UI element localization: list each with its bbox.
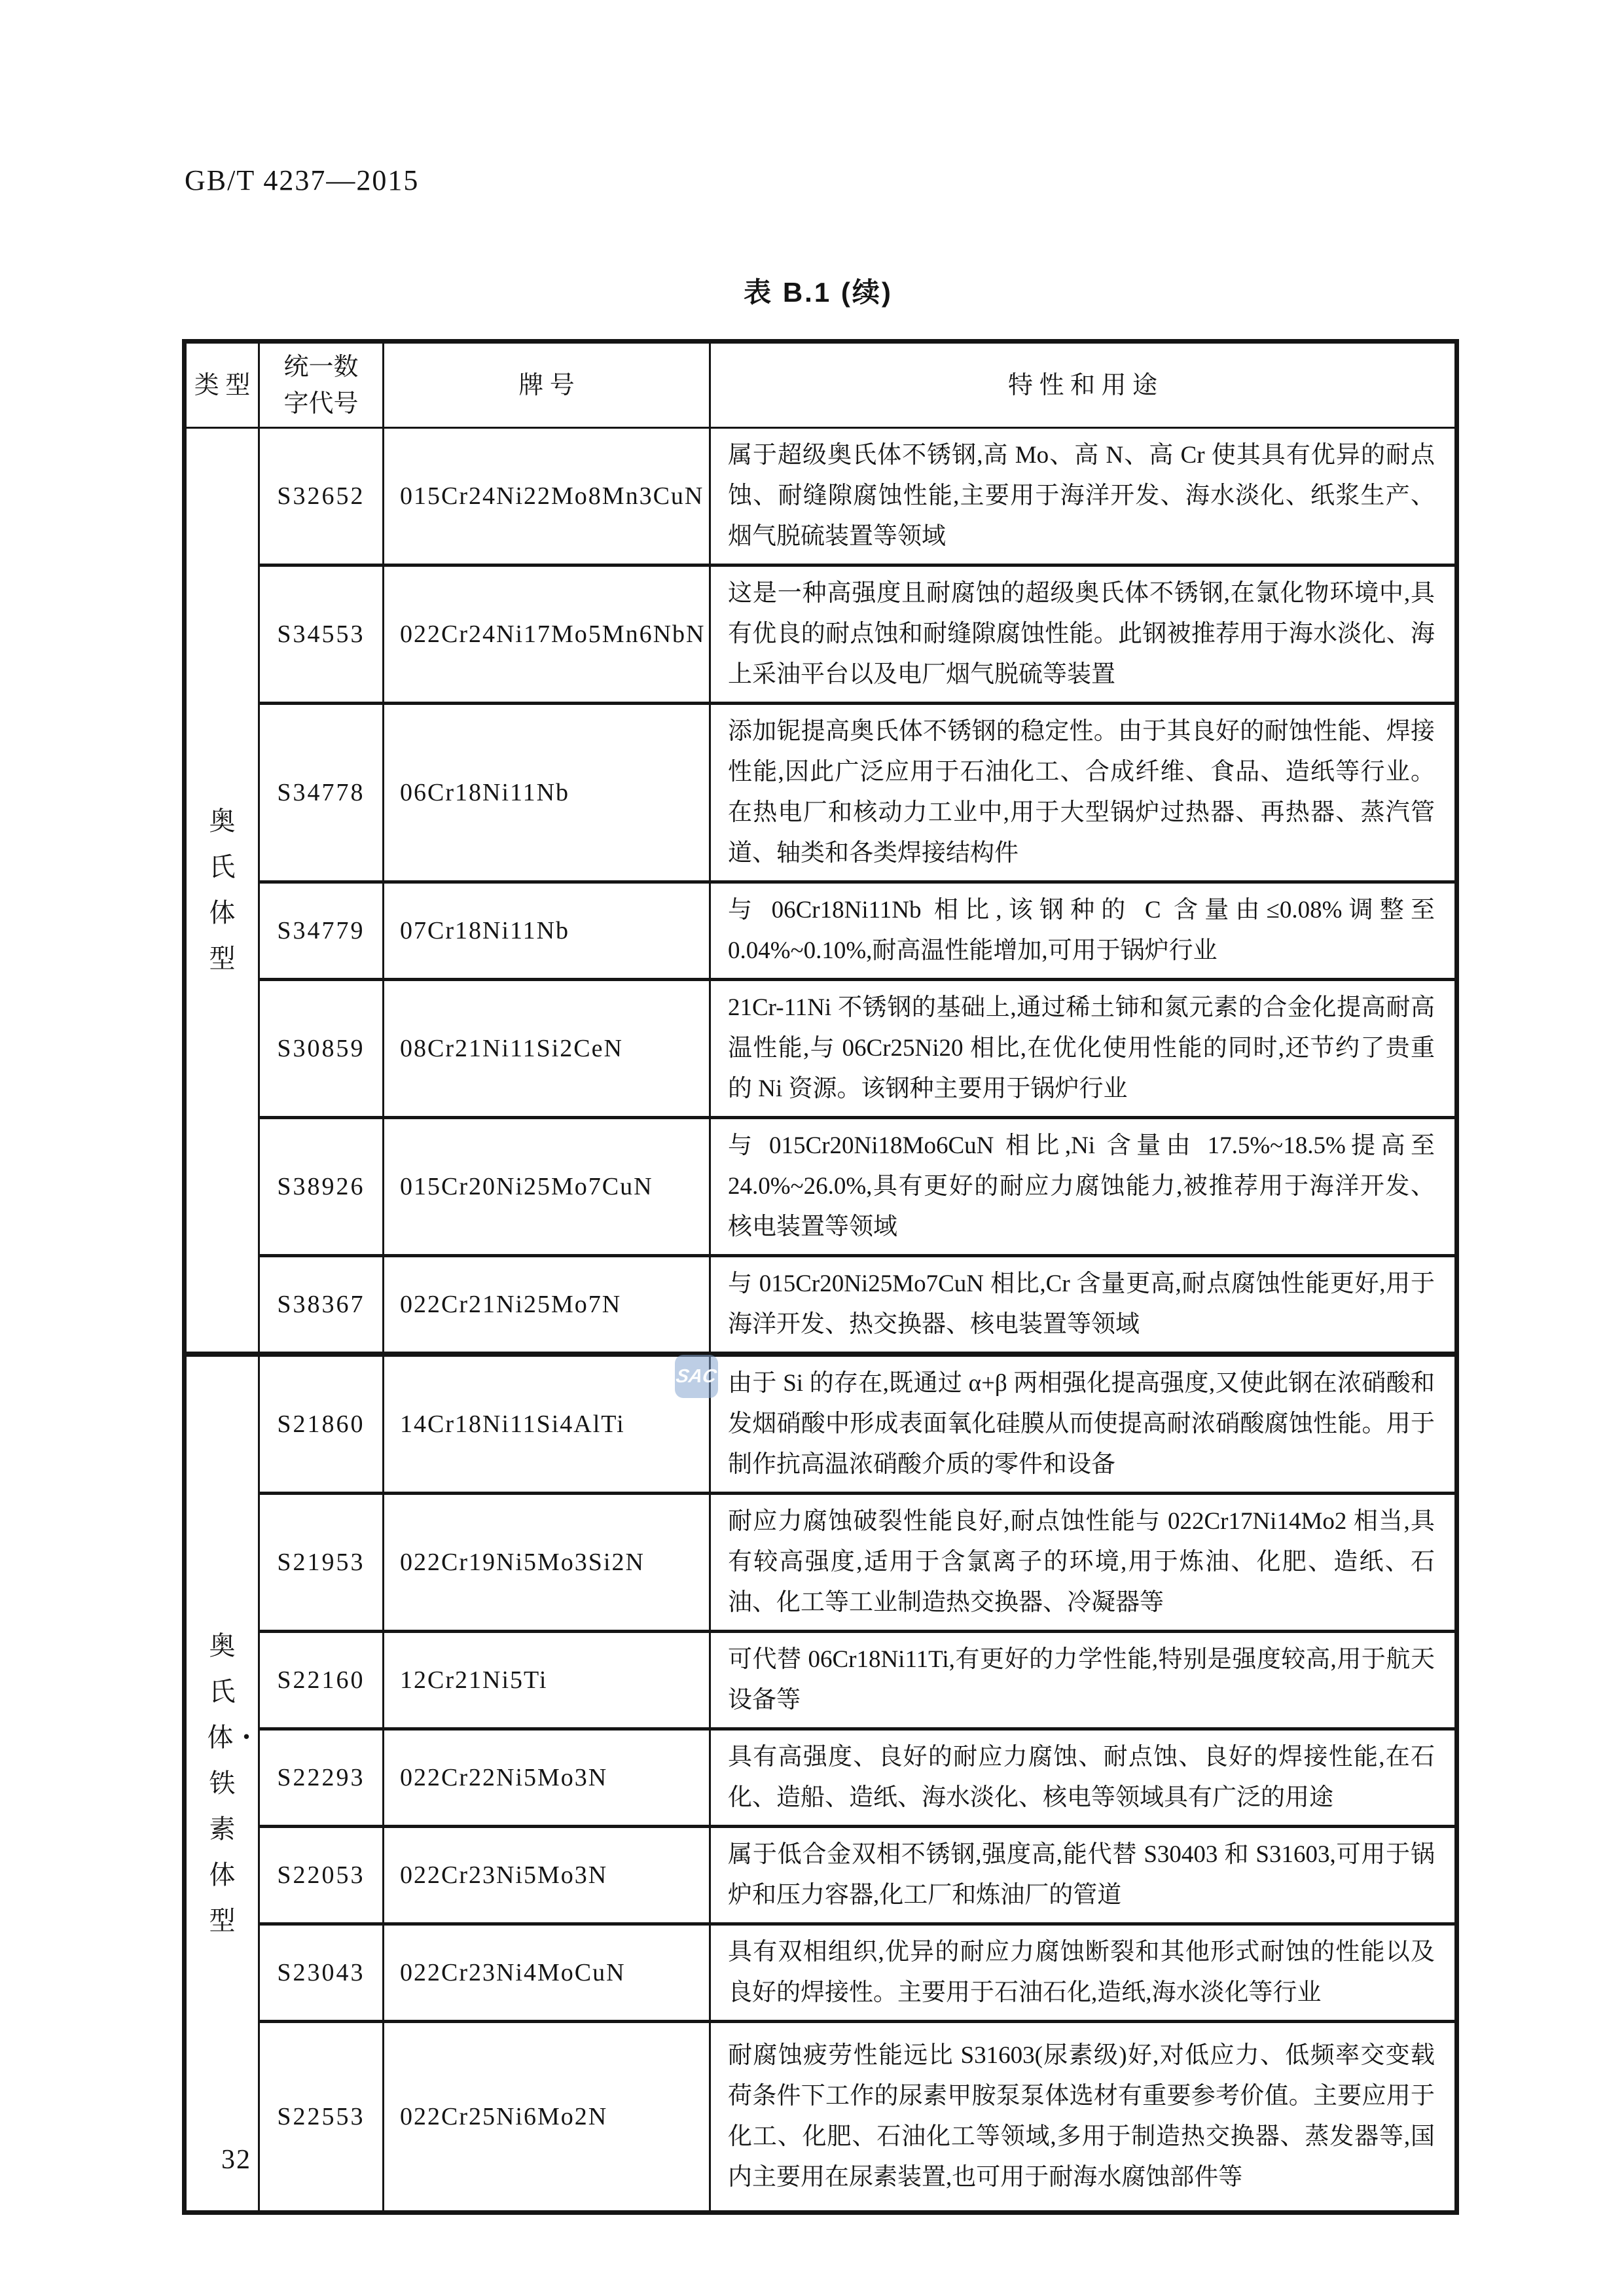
header-unified-code xyxy=(259,342,384,428)
standard-number: GB/T 4237—2015 xyxy=(185,164,420,196)
grade-cell: 022Cr19Ni5Mo3Si2N xyxy=(384,1494,710,1632)
type-cell-austenitic xyxy=(185,428,259,1355)
table-row xyxy=(185,1256,1457,1355)
table-row xyxy=(185,704,1457,882)
grade-cell: 12Cr21Ni5Ti xyxy=(384,1632,710,1729)
properties-cell: 耐应力腐蚀破裂性能良好,耐点蚀性能与 022Cr17Ni14Mo2 相当,具有较高强度,适用于含氯离子的环境,用于炼油、化肥、造纸、石油、化工等工业制造热交换器、冷凝器等 xyxy=(710,1494,1457,1632)
properties-cell: 21Cr-11Ni 不锈钢的基础上,通过稀土铈和氮元素的合金化提高耐高温性能,与 06Cr25Ni20 相比,在优化使用性能的同时,还节约了贵重的 Ni 资源。该钢种主要用于锅炉行业 xyxy=(710,980,1457,1118)
grade-cell: 06Cr18Ni11Nb xyxy=(384,704,710,882)
table-row xyxy=(185,1729,1457,1827)
properties-cell: 具有双相组织,优异的耐应力腐蚀断裂和其他形式耐蚀的性能以及良好的焊接性。主要用于石油石化,造纸,海水淡化等行业 xyxy=(710,1924,1457,2022)
header-unified-code-line2: 字代号 xyxy=(283,389,359,418)
type-label: 奥氏体・铁素体型 xyxy=(207,1631,260,1935)
unified-code-cell: S22053 xyxy=(259,1827,384,1924)
properties-cell: 具有高强度、良好的耐应力腐蚀、耐点蚀、良好的焊接性能,在石化、造船、造纸、海水淡化、核电等领域具有广泛的用途 xyxy=(710,1729,1457,1827)
unified-code-cell: S38367 xyxy=(259,1256,384,1355)
grade-cell: 08Cr21Ni11Si2CeN xyxy=(384,980,710,1118)
table-row xyxy=(185,565,1457,704)
type-cell-austenitic-ferritic xyxy=(185,1354,259,2213)
grade-cell: 022Cr25Ni6Mo2N xyxy=(384,2022,710,2213)
table-row xyxy=(185,1632,1457,1729)
table-row xyxy=(185,1494,1457,1632)
properties-cell: 耐腐蚀疲劳性能远比 S31603(尿素级)好,对低应力、低频率交变载荷条件下工作的尿素甲胺泵泵体选材有重要参考价值。主要应用于化工、化肥、石油化工等领域,多用于制造热交换器、蒸发器等,国内主要用在尿素装置,也可用于耐海水腐蚀部件等 xyxy=(710,2022,1457,2213)
unified-code-cell: S32652 xyxy=(259,428,384,565)
steel-grades-table xyxy=(182,339,1459,2215)
unified-code-cell: S38926 xyxy=(259,1118,384,1256)
grade-cell: 07Cr18Ni11Nb xyxy=(384,882,710,980)
table-caption: 表 B.1 (续) xyxy=(744,277,893,308)
grade-cell: 022Cr23Ni4MoCuN xyxy=(384,1924,710,2022)
unified-code-cell: S34778 xyxy=(259,704,384,882)
unified-code-cell: S34553 xyxy=(259,565,384,704)
properties-cell: 属于超级奥氏体不锈钢,高 Mo、高 N、高 Cr 使其具有优异的耐点蚀、耐缝隙腐蚀性能,主要用于海洋开发、海水淡化、纸浆生产、烟气脱硫装置等领域 xyxy=(710,428,1457,565)
grade-cell: 14Cr18Ni11Si4AlTi xyxy=(384,1354,710,1494)
table-header-row xyxy=(185,342,1457,428)
table-row xyxy=(185,882,1457,980)
header-grade: 牌 号 xyxy=(384,342,710,428)
page-number: 32 xyxy=(221,2145,251,2175)
unified-code-cell: S34779 xyxy=(259,882,384,980)
table-row xyxy=(185,1924,1457,2022)
header-properties: 特 性 和 用 途 xyxy=(710,342,1457,428)
grade-cell: 022Cr22Ni5Mo3N xyxy=(384,1729,710,1827)
header-type: 类 型 xyxy=(185,342,259,428)
properties-cell: 由于 Si 的存在,既通过 α+β 两相强化提高强度,又使此钢在浓硝酸和发烟硝酸中形成表面氧化硅膜从而使提高耐浓硝酸腐蚀性能。用于制作抗高温浓硝酸介质的零件和设备 xyxy=(710,1354,1457,1494)
unified-code-cell: S30859 xyxy=(259,980,384,1118)
type-label: 奥氏体型 xyxy=(209,806,236,973)
properties-cell: 属于低合金双相不锈钢,强度高,能代替 S30403 和 S31603,可用于锅炉和压力容器,化工厂和炼油厂的管道 xyxy=(710,1827,1457,1924)
sac-watermark-text: SAC xyxy=(674,1365,719,1387)
header-unified-code-line1: 统一数 xyxy=(283,353,359,381)
table-row xyxy=(185,1118,1457,1256)
table-row xyxy=(185,1827,1457,1924)
unified-code-cell: S22293 xyxy=(259,1729,384,1827)
unified-code-cell: S22160 xyxy=(259,1632,384,1729)
grade-cell: 022Cr21Ni25Mo7N xyxy=(384,1256,710,1355)
properties-cell: 添加铌提高奥氏体不锈钢的稳定性。由于其良好的耐蚀性能、焊接性能,因此广泛应用于石油化工、合成纤维、食品、造纸等行业。在热电厂和核动力工业中,用于大型锅炉过热器、再热器、蒸汽管道、轴类和各类焊接结构件 xyxy=(710,704,1457,882)
properties-cell: 与 015Cr20Ni25Mo7CuN 相比,Cr 含量更高,耐点腐蚀性能更好,用于海洋开发、热交换器、核电装置等领域 xyxy=(710,1256,1457,1355)
unified-code-cell: S22553 xyxy=(259,2022,384,2213)
table-row xyxy=(185,428,1457,565)
properties-cell: 与 06Cr18Ni11Nb 相比,该钢种的 C 含量由≤0.08%调整至 0.04%~0.10%,耐高温性能增加,可用于锅炉行业 xyxy=(710,882,1457,980)
table-row xyxy=(185,1354,1457,1494)
properties-cell: 与 015Cr20Ni18Mo6CuN 相比,Ni 含量由 17.5%~18.5%提高至 24.0%~26.0%,具有更好的耐应力腐蚀能力,被推荐用于海洋开发、核电装置等领域 xyxy=(710,1118,1457,1256)
grade-cell: 015Cr24Ni22Mo8Mn3CuN xyxy=(384,428,710,565)
unified-code-cell: S23043 xyxy=(259,1924,384,2022)
table-row xyxy=(185,2022,1457,2213)
grade-cell: 015Cr20Ni25Mo7CuN xyxy=(384,1118,710,1256)
unified-code-cell: S21953 xyxy=(259,1494,384,1632)
grade-cell: 022Cr24Ni17Mo5Mn6NbN xyxy=(384,565,710,704)
table-row xyxy=(185,980,1457,1118)
grade-cell: 022Cr23Ni5Mo3N xyxy=(384,1827,710,1924)
properties-cell: 这是一种高强度且耐腐蚀的超级奥氏体不锈钢,在氯化物环境中,具有优良的耐点蚀和耐缝隙腐蚀性能。此钢被推荐用于海水淡化、海上采油平台以及电厂烟气脱硫等装置 xyxy=(710,565,1457,704)
properties-cell: 可代替 06Cr18Ni11Ti,有更好的力学性能,特别是强度较高,用于航天设备等 xyxy=(710,1632,1457,1729)
unified-code-cell: S21860 xyxy=(259,1354,384,1494)
